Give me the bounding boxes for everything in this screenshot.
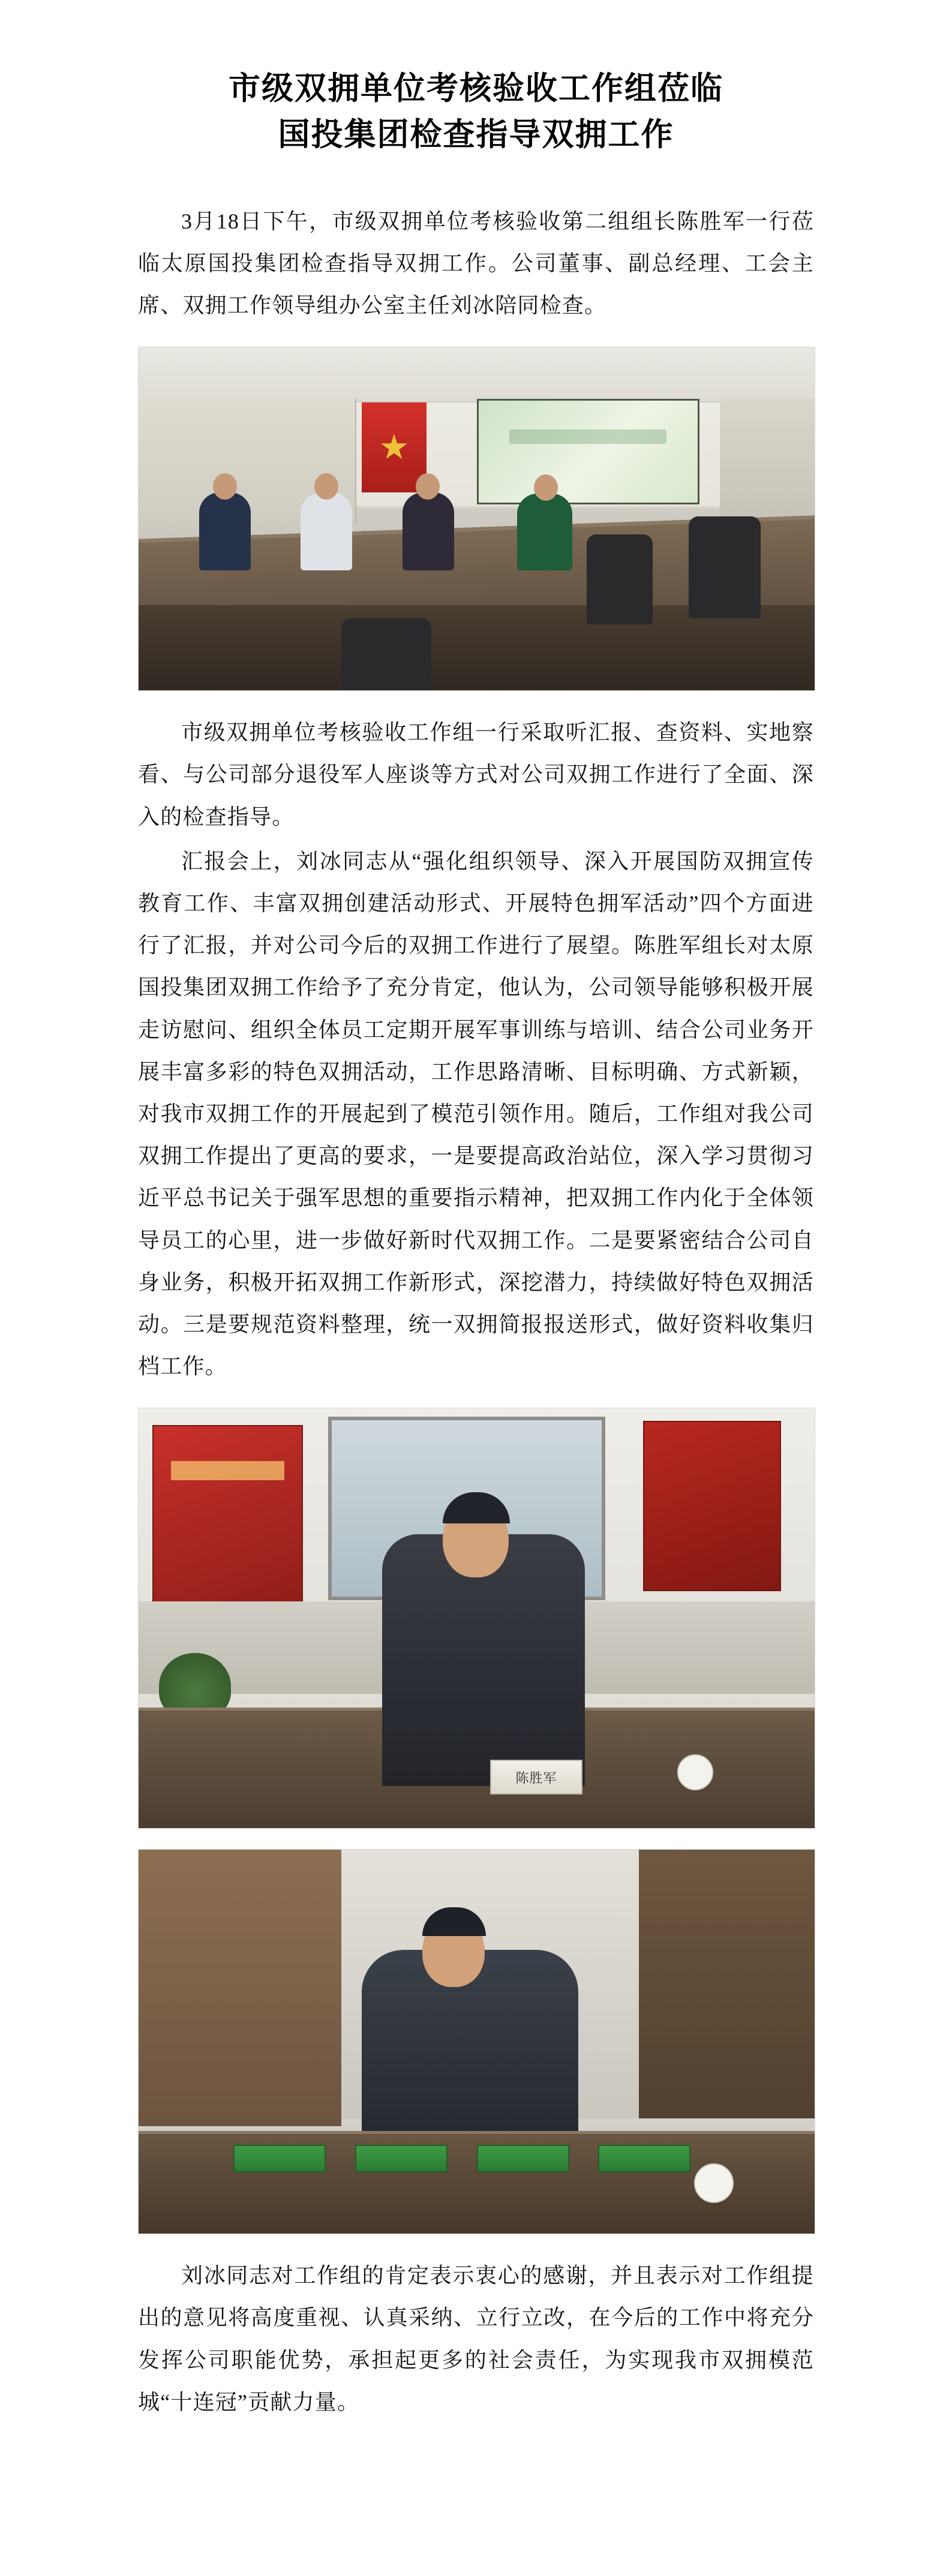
title-line-2: 国投集团检查指导双拥工作: [278, 117, 674, 152]
conference-room-meeting-photo: [138, 347, 815, 691]
photo3-left-door: [139, 1850, 341, 2126]
title-line-1: 市级双拥单位考核验收工作组莅临: [229, 71, 723, 106]
photo1-chair-1: [689, 516, 761, 618]
photo1-projection-screen: [477, 399, 699, 504]
page-title: [138, 66, 814, 158]
photo1-person-1: [199, 492, 251, 570]
photo1-person-2-head: [314, 473, 338, 500]
figure-speaker: [138, 1408, 814, 1829]
figure-conference-room: [138, 347, 814, 691]
paragraph-4: 刘冰同志对工作组的肯定表示衷心的感谢，并且表示对工作组提出的意见将高度重视、认真采纳、立行立改，在今后的工作中将充分发挥公司职能优势，承担起更多的社会责任，为实现我市双拥模范城“十连冠”贡献力量。: [138, 2264, 814, 2414]
photo1-person-3: [403, 492, 454, 570]
paragraph-1: 3月18日下午，市级双拥单位考核验收第二组组长陈胜军一行莅临太原国投集团检查指导双拥工作。公司董事、副总经理、工会主席、双拥工作领导组办公室主任刘冰陪同检查。: [138, 209, 814, 318]
photo3-folder-3: [477, 2145, 569, 2172]
photo3-folder-4: [598, 2145, 690, 2172]
liu-bing-report-photo: [138, 1849, 815, 2234]
figure-liu-bing: [138, 1849, 814, 2234]
photo3-folder-1: [233, 2145, 326, 2172]
photo1-person-2: [301, 492, 352, 570]
photo1-ceiling: [139, 347, 815, 402]
photo2-right-poster: [643, 1421, 780, 1591]
photo2-nameplate: 陈胜军: [490, 1760, 582, 1795]
speaker-at-table-photo: [138, 1408, 815, 1829]
photo1-party-flag: [362, 402, 427, 492]
paragraph-2: 市级双拥单位考核验收工作组一行采取听汇报、查资料、实地察看、与公司部分退役军人座谈等方式对公司双拥工作进行了全面、深入的检查指导。: [138, 720, 814, 829]
photo3-teacup: [694, 2163, 734, 2203]
photo2-left-poster: [152, 1425, 304, 1621]
photo1-chair-2: [587, 534, 653, 624]
photo3-right-door: [639, 1850, 815, 2118]
photo3-folder-2: [355, 2145, 448, 2172]
photo2-teacup: [677, 1754, 713, 1790]
photo1-chair-3: [341, 618, 431, 690]
photo1-person-1-head: [213, 473, 237, 500]
photo1-person-3-head: [416, 473, 440, 500]
paragraph-3: 汇报会上，刘冰同志从“强化组织领导、深入开展国防双拥宣传教育工作、丰富双拥创建活动形式、开展特色拥军活动”四个方面进行了汇报，并对公司今后的双拥工作进行了展望。陈胜军组长对太原国投集团双拥工作给予了充分肯定，他认为，公司领导能够积极开展走访慰问、组织全体员工定期开展军事训练与培训、结合公司业务开展丰富多彩的特色双拥活动，工作思路清晰、目标明确、方式新颖，对我市双拥工作的开展起到了模范引领作用。随后，工作组对我公司双拥工作提出了更高的要求，一是要提高政治站位，深入学习贯彻习近平总书记关于强军思想的重要指示精神，把双拥工作内化于全体领导员工的心里，进一步做好新时代双拥工作。二是要紧密结合公司自身业务，积极开拓双拥工作新形式，深挖潜力，持续做好特色双拥活动。三是要规范资料整理，统一双拥简报报送形式，做好资料收集归档工作。: [138, 849, 814, 1379]
photo1-person-4: [517, 494, 572, 570]
